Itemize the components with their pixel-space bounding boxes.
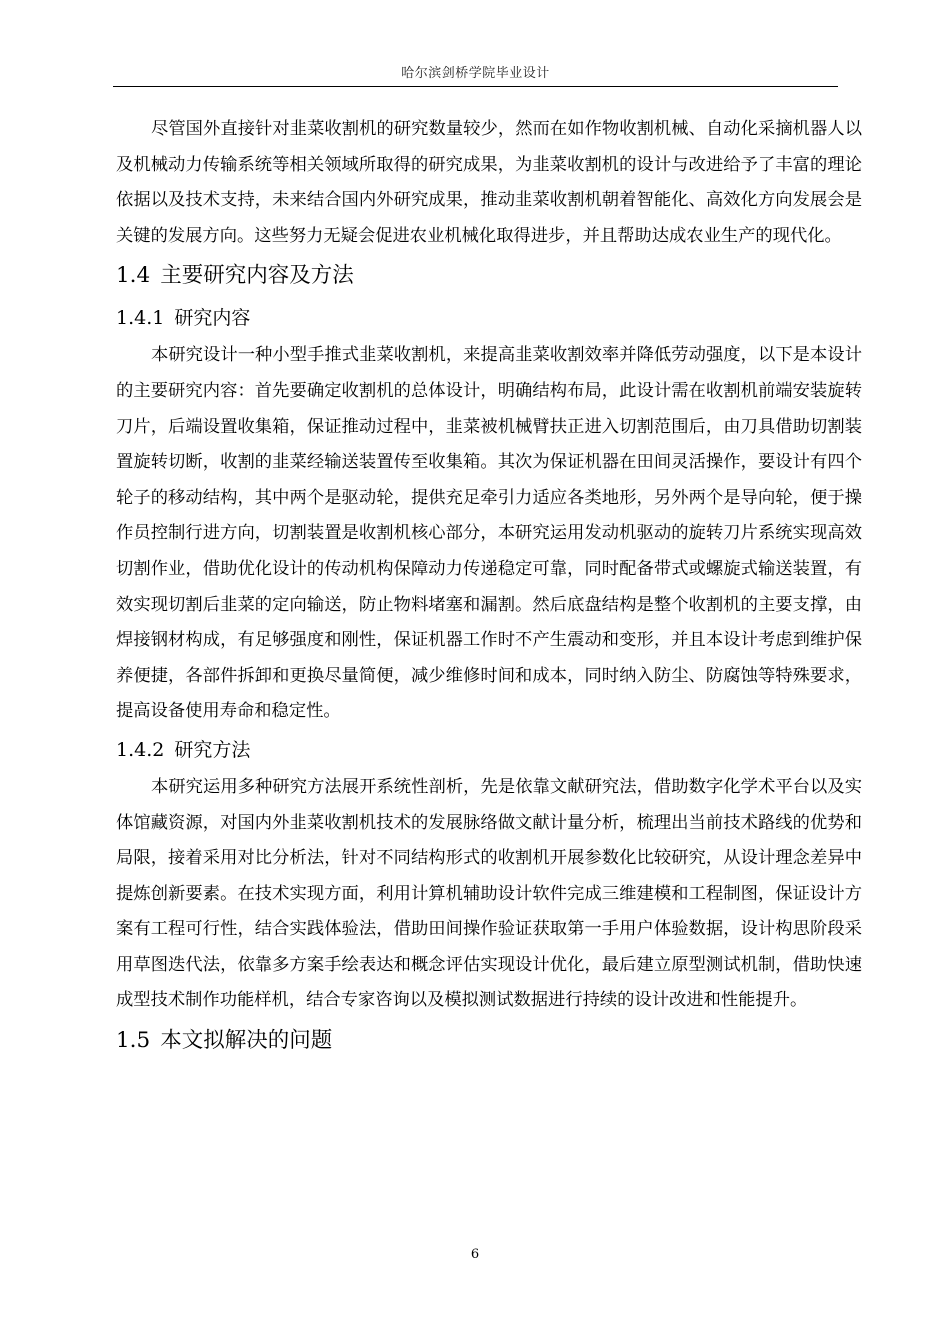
header-divider (113, 86, 838, 87)
research-content-paragraph: 本研究设计一种小型手推式韭菜收割机，来提高韭菜收割效率并降低劳动强度，以下是本设计的主要研究内容：首先要确定收割机的总体设计，明确结构布局，此设计需在收割机前端安装旋转刀片，后端设置收集箱，保证推动过程中，韭菜被机械臂扶正进入切割范围后，由刀具借助切割装置旋转切断，收割的韭菜经输送装置传至收集箱。其次为保证机器在田间灵活操作，要设计有四个轮子的移动结构，其中两个是驱动轮，提供充足牵引力适应各类地形，另外两个是导向轮，便于操作员控制行进方向，切割装置是收割机核心部分，本研究运用发动机驱动的旋转刀片系统实现高效切割作业，借助优化设计的传动机构保障动力传递稳定可靠，同时配备带式或螺旋式输送装置，有效实现切割后韭菜的定向输送，防止物料堵塞和漏割。然后底盘结构是整个收割机的主要支撑，由焊接钢材构成，有足够强度和刚性，保证机器工作时不产生震动和变形，并且本设计考虑到维护保养便捷，各部件拆卸和更换尽量简便，减少维修时间和成本，同时纳入防尘、防腐蚀等特殊要求，提高设备使用寿命和稳定性。 (116, 345, 862, 722)
section-number: 1.5 (116, 1028, 151, 1054)
section-title: 主要研究内容及方法 (160, 263, 354, 289)
running-header: 哈尔滨剑桥学院毕业设计 (401, 66, 550, 81)
research-method-paragraph: 本研究运用多种研究方法展开系统性剖析，先是依靠文献研究法，借助数字化学术平台以及实体馆藏资源，对国内外韭菜收割机技术的发展脉络做文献计量分析，梳理出当前技术路线的优势和局限，接着采用对比分析法，针对不同结构形式的收割机开展参数化比较研究，从设计理念差异中提炼创新要素。在技术实现方面，利用计算机辅助设计软件完成三维建模和工程制图，保证设计方案有工程可行性，结合实践体验法，借助田间操作验证获取第一手用户体验数据，设计构思阶段采用草图迭代法，依靠多方案手绘表达和概念评估实现设计优化，最后建立原型测试机制，借助快速成型技术制作功能样机，结合专家咨询以及模拟测试数据进行持续的设计改进和性能提升。 (116, 776, 862, 1011)
subsection-heading-1-4-1 (116, 300, 862, 336)
intro-paragraph: 尽管国外直接针对韭菜收割机的研究数量较少，然而在如作物收割机械、自动化采摘机器人以及机械动力传输系统等相关领域所取得的研究成果，为韭菜收割机的设计与改进给予了丰富的理论依据以及技术支持，未来结合国内外研究成果，推动韭菜收割机朝着智能化、高效化方向发展会是关键的发展方向。这些努力无疑会促进农业机械化取得进步，并且帮助达成农业生产的现代化。 (116, 119, 862, 246)
page-number: 6 (470, 1247, 480, 1262)
subsection-heading-1-4-2 (116, 732, 862, 768)
section-number: 1.4 (116, 263, 151, 289)
page-body (116, 112, 862, 1065)
subsection-title: 研究内容 (174, 307, 251, 330)
section-title: 本文拟解决的问题 (160, 1028, 333, 1054)
subsection-title: 研究方法 (174, 738, 251, 761)
section-heading-1-5 (116, 1021, 862, 1061)
subsection-number: 1.4.1 (116, 307, 165, 330)
subsection-number: 1.4.2 (116, 738, 165, 761)
section-heading-1-4 (116, 256, 862, 296)
